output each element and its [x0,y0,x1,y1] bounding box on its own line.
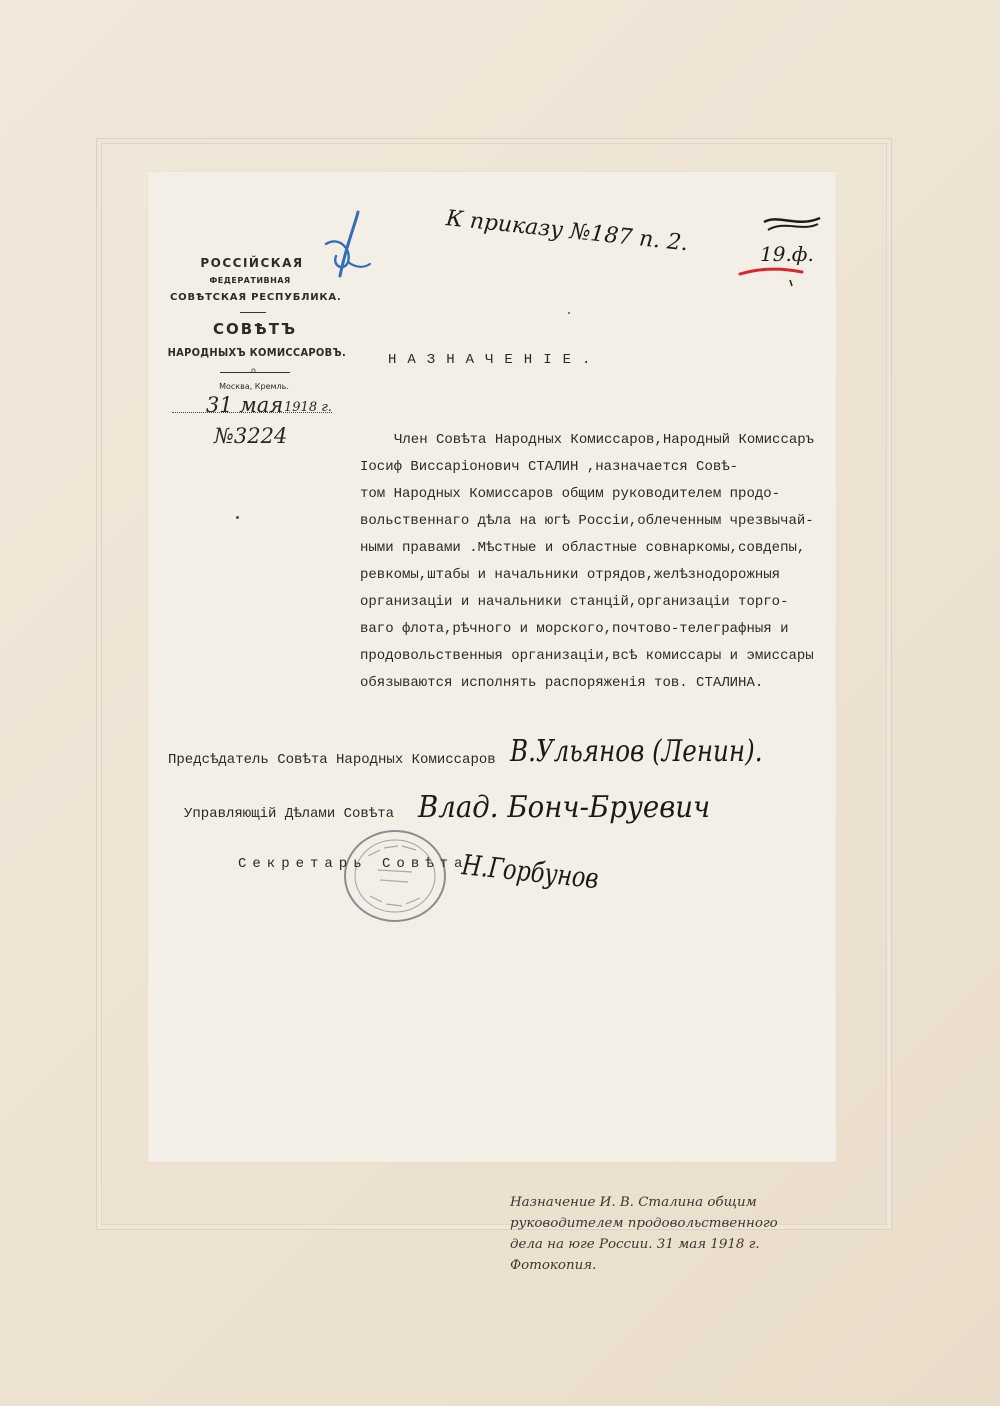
date-handwritten: 31 мая [206,393,284,417]
blue-pencil-mark [318,206,378,286]
date-year: 1918 г. [284,400,332,415]
body-line-1: Член Совѣта Народных Комиссаров,Народный Комиссаръ [394,432,815,448]
body-line-4: вольственнаго дѣла на югѣ Россiи,облеченным чрезвычай- [360,513,814,529]
document-number: №3224 [214,424,288,448]
letterhead-place: Москва, Кремль. [219,382,289,391]
secretary-signature: Н.Горбунов [460,848,601,896]
paper-speck [236,516,239,519]
letterhead-line-1: РОССІЙСКАЯ [200,256,304,270]
top-annotation: К приказу №187 п. 2. [444,206,690,257]
photo-caption: Назначение И. В. Сталина общим руководителем продовольственного дела на юге России. 31 мая 1918 г. Фотокопия. [510,1195,778,1273]
document-title: НАЗНАЧЕНІЕ. [388,352,602,368]
letterhead-line-2: ФЕДЕРАТИВНАЯ [209,276,291,285]
letterhead-line-4: СОВѢТЪ [212,320,298,338]
body-line-5: ными правами .Мѣстные и областные совнаркомы,совдепы, [360,540,806,556]
red-pencil-underline [736,264,806,290]
official-stamp [340,826,450,926]
body-line-3: том Народных Комиссаров общим руководителем продо- [360,486,781,502]
letterhead-rule [240,312,266,313]
secretary-label: Секретарь Совѣта [238,856,469,872]
body-line-2: Іосиф Виссаріонович СТАЛИН ,назначается Совѣ- [360,459,739,475]
body-line-9: продовольственныя организацiи,всѣ комиссары и эмиссары [360,648,814,664]
body-line-7: организацiи и начальники станцiй,организацiи торго- [360,594,789,610]
manager-label: Управляющiй Дѣлами Совѣта [184,806,395,822]
chairman-label: Предсѣдатель Совѣта Народных Комиссаров [168,752,496,768]
body-line-8: ваго флота,рѣчного и морского,почтово-телеграфныя и [360,621,789,637]
top-annotation-2: 19.ф. [760,242,814,266]
paper-speck [568,312,570,314]
chairman-signature: В.Ульянов (Ленин). [510,734,763,769]
strikethrough-mark [758,208,828,238]
manager-signature: Влад. Бонч-Бруевич [418,790,711,825]
letterhead-line-3: СОВѢТСКАЯ РЕСПУБЛИКА. [170,292,342,303]
letterhead-line-5: НАРОДНЫХЪ КОМИССАРОВЪ. [167,346,347,359]
body-line-6: ревкомы,штабы и начальники отрядов,желѣзнодорожныя [360,567,781,583]
letterhead-ornament: o [251,366,256,375]
body-line-10: обязываются исполнять распоряженiя тов. СТАЛИНА. [360,675,764,691]
